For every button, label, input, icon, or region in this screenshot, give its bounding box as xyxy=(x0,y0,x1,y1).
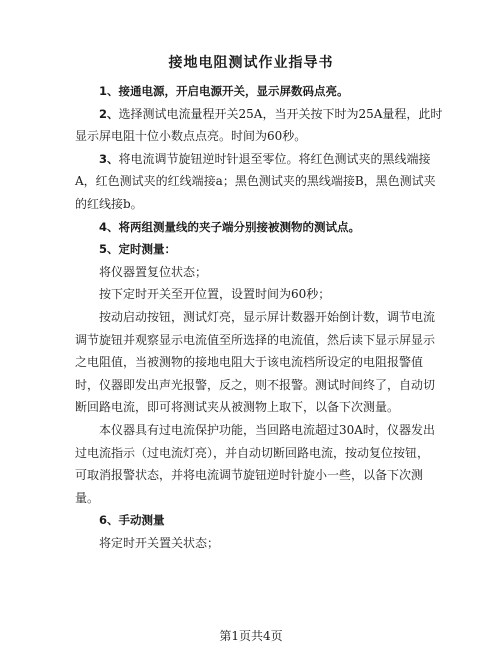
step-3-number: 3、 xyxy=(99,151,119,166)
step-3-line-3: 的红线接b。 xyxy=(75,196,143,211)
step-6-heading: 6、手动测量 xyxy=(99,513,165,528)
step-3-text: 将电流调节旋钮逆时针退至零位。将红色测试夹的黑线端接 xyxy=(118,151,431,166)
step-5-line-1: 将仪器置复位状态； xyxy=(99,264,208,279)
step-5-paragraph-2-line-3: 可取消报警状态，并将电流调节旋钮逆时针旋小一些，以备下次测 xyxy=(75,468,424,483)
page-footer: 第1页共4页 xyxy=(219,629,283,643)
step-2-line-1 xyxy=(75,103,443,126)
step-4-heading: 4、将两组测量线的夹子端分别接被测物的测试点。 xyxy=(99,219,360,234)
step-5-heading: 5、定时测量： xyxy=(99,242,177,257)
document-title: 接地电阻测试作业指导书 xyxy=(168,55,334,71)
step-1-heading: 1、接通电源，开启电源开关，显示屏数码点亮。 xyxy=(99,84,349,98)
step-5-paragraph-2-line-2: 过电流指示（过电流灯亮），并自动切断回路电流，按动复位按钮， xyxy=(75,445,430,460)
step-3-line-1 xyxy=(75,148,431,171)
step-5-paragraph-2-line-4: 量。 xyxy=(75,490,100,505)
step-6-line-1: 将定时开关置关状态； xyxy=(99,535,220,550)
step-3-line-2: A，红色测试夹的红线端接a；黑色测试夹的黑线端接B，黑色测试夹 xyxy=(75,174,436,189)
step-2-line-2: 显示屏电阻十位小数点点亮。时间为60秒。 xyxy=(75,129,307,144)
document-body xyxy=(75,80,443,554)
step-5-paragraph-1-line-5: 断回路电流，即可将测试夹从被测物上取下，以备下次测量。 xyxy=(75,400,400,415)
step-5-paragraph-1-line-2: 调节旋钮并观察显示电流值至所选择的电流值，然后读下显示屏显示 xyxy=(75,332,436,347)
step-2-text: 选择测试电流量程开关25A，当开关按下时为25A量程，此时 xyxy=(118,106,443,121)
step-2-number: 2、 xyxy=(99,106,119,121)
step-5-paragraph-1-line-4: 时，仪器即发出声光报警，反之，则不报警。测试时间终了，自动切 xyxy=(75,377,436,392)
step-5-paragraph-1-line-1: 按动启动按钮，测试灯亮，显示屏计数器开始倒计数，调节电流 xyxy=(99,309,436,324)
step-5-paragraph-1-line-3: 之电阻值，当被测物的接地电阻大于该电流档所设定的电阻报警值 xyxy=(75,355,424,370)
step-5-paragraph-2-line-1: 本仪器具有过电流保护功能，当回路电流超过30A时，仪器发出 xyxy=(99,422,435,437)
step-5-line-2: 按下定时开关至开位置，设置时间为60秒； xyxy=(99,287,331,302)
